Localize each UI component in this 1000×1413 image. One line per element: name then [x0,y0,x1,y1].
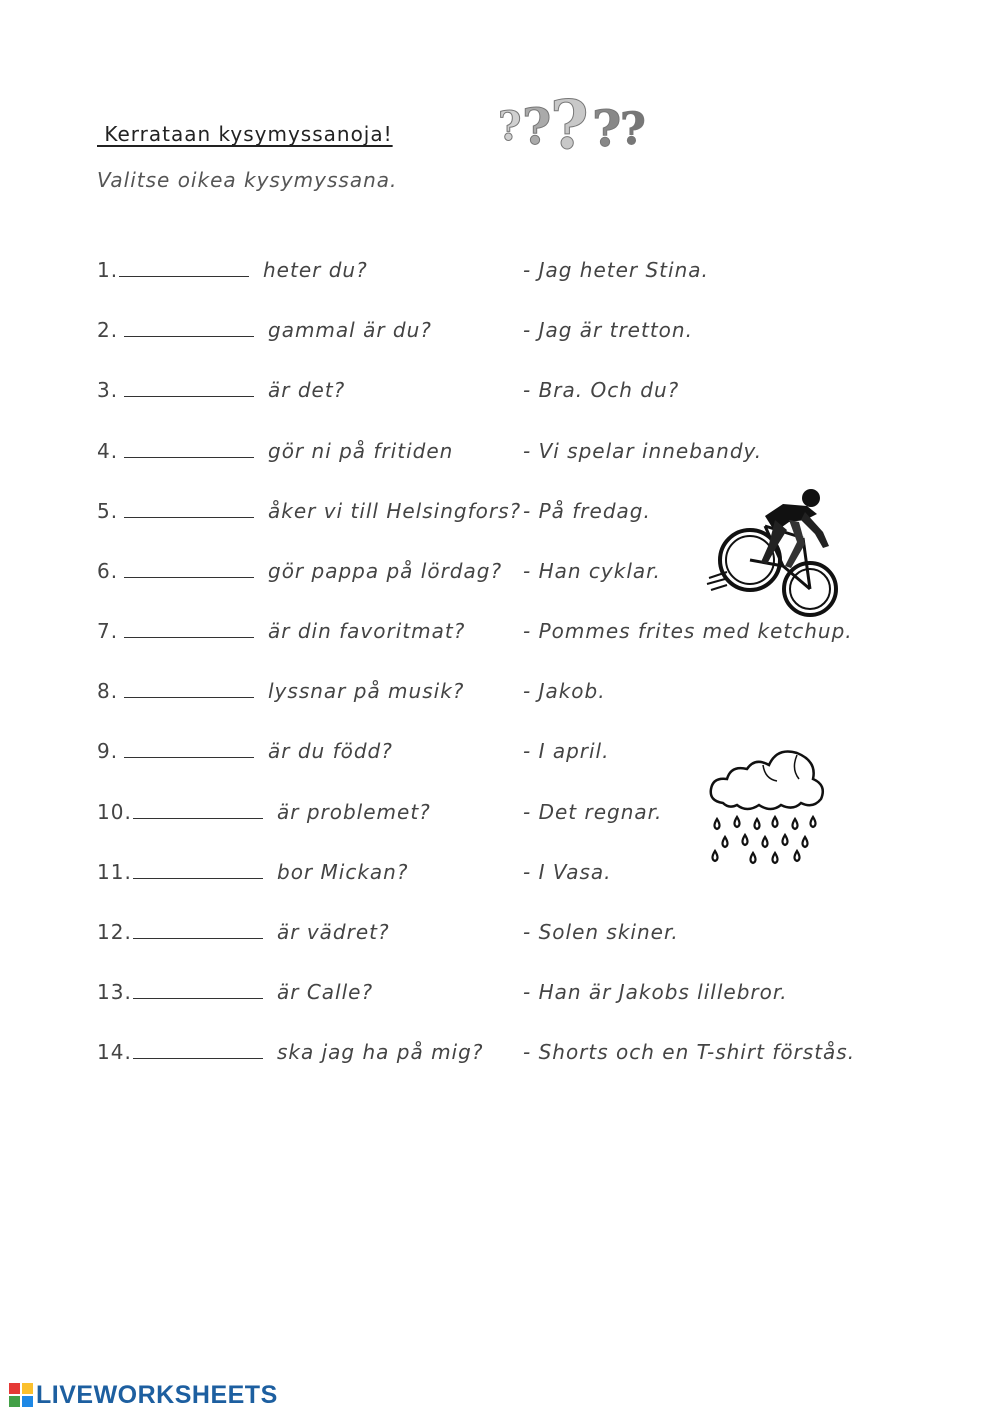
question-row [0,739,1000,775]
question-text: är problemet? [277,800,431,824]
question-row [0,920,1000,956]
question-number: 13. [97,980,132,1004]
answer-text: - På fredag. [523,499,651,523]
question-number: 5. [97,499,119,523]
question-text: gammal är du? [268,318,432,342]
answer-blank-input[interactable] [133,998,263,999]
question-text: gör ni på fritiden [268,439,454,463]
svg-text:?: ? [522,97,552,156]
question-text: är vädret? [277,920,390,944]
question-text: är du född? [268,739,393,763]
question-row [0,800,1000,836]
answer-blank-input[interactable] [124,336,254,337]
question-row [0,258,1000,294]
rain-cloud-icon [703,745,828,870]
question-text: är det? [268,378,346,402]
question-row [0,1040,1000,1076]
question-number: 11. [97,860,132,884]
answer-text: - Jag heter Stina. [523,258,709,282]
question-row [0,619,1000,655]
question-text: bor Mickan? [277,860,409,884]
answer-blank-input[interactable] [124,577,254,578]
question-text: åker vi till Helsingfors? [268,499,522,523]
question-number: 3. [97,378,119,402]
question-marks-icon [494,78,654,158]
answer-text: - Jakob. [523,679,606,703]
worksheet-title: Kerrataan kysymyssanoja! [97,122,393,146]
answer-blank-input[interactable] [133,818,263,819]
question-number: 12. [97,920,132,944]
question-text: ska jag ha på mig? [277,1040,484,1064]
brand-text: LIVEWORKSHEETS [36,1380,278,1409]
question-text: gör pappa på lördag? [268,559,503,583]
answer-text: - I Vasa. [523,860,612,884]
answer-blank-input[interactable] [133,938,263,939]
answer-text: - I april. [523,739,610,763]
question-row [0,439,1000,475]
question-text: heter du? [263,258,368,282]
svg-text:?: ? [620,104,646,155]
answer-blank-input[interactable] [124,757,254,758]
question-row [0,980,1000,1016]
svg-text:?: ? [498,103,522,150]
question-row [0,318,1000,354]
answer-blank-input[interactable] [119,276,249,277]
answer-text: - Vi spelar innebandy. [523,439,763,463]
worksheet-instruction: Valitse oikea kysymyssana. [97,168,398,192]
answer-text: - Shorts och en T-shirt förstås. [523,1040,856,1064]
question-text: lyssnar på musik? [268,679,465,703]
question-row [0,378,1000,414]
question-number: 4. [97,439,119,463]
svg-text:?: ? [550,86,589,158]
answer-text: - Bra. Och du? [523,378,680,402]
answer-blank-input[interactable] [124,396,254,397]
question-number: 1. [97,258,119,282]
question-number: 8. [97,679,119,703]
answer-blank-input[interactable] [124,637,254,638]
answer-text: - Han cyklar. [523,559,661,583]
question-number: 7. [97,619,119,643]
answer-blank-input[interactable] [133,878,263,879]
question-number: 14. [97,1040,132,1064]
answer-blank-input[interactable] [124,457,254,458]
question-row [0,499,1000,535]
liveworksheets-logo[interactable] [8,1380,278,1410]
question-number: 6. [97,559,119,583]
svg-text:?: ? [592,99,622,158]
question-text: är Calle? [277,980,374,1004]
question-row [0,559,1000,595]
answer-blank-input[interactable] [133,1058,263,1059]
answer-text: - Solen skiner. [523,920,679,944]
logo-blocks-icon [8,1382,34,1408]
cyclist-icon [705,486,840,624]
answer-blank-input[interactable] [124,697,254,698]
answer-text: - Pommes frites med ketchup. [523,619,853,643]
question-text: är din favoritmat? [268,619,466,643]
answer-text: - Han är Jakobs lillebror. [523,980,788,1004]
question-number: 9. [97,739,119,763]
question-number: 2. [97,318,119,342]
question-number: 10. [97,800,132,824]
question-row [0,679,1000,715]
question-row [0,860,1000,896]
answer-text: - Det regnar. [523,800,663,824]
answer-text: - Jag är tretton. [523,318,693,342]
answer-blank-input[interactable] [124,517,254,518]
